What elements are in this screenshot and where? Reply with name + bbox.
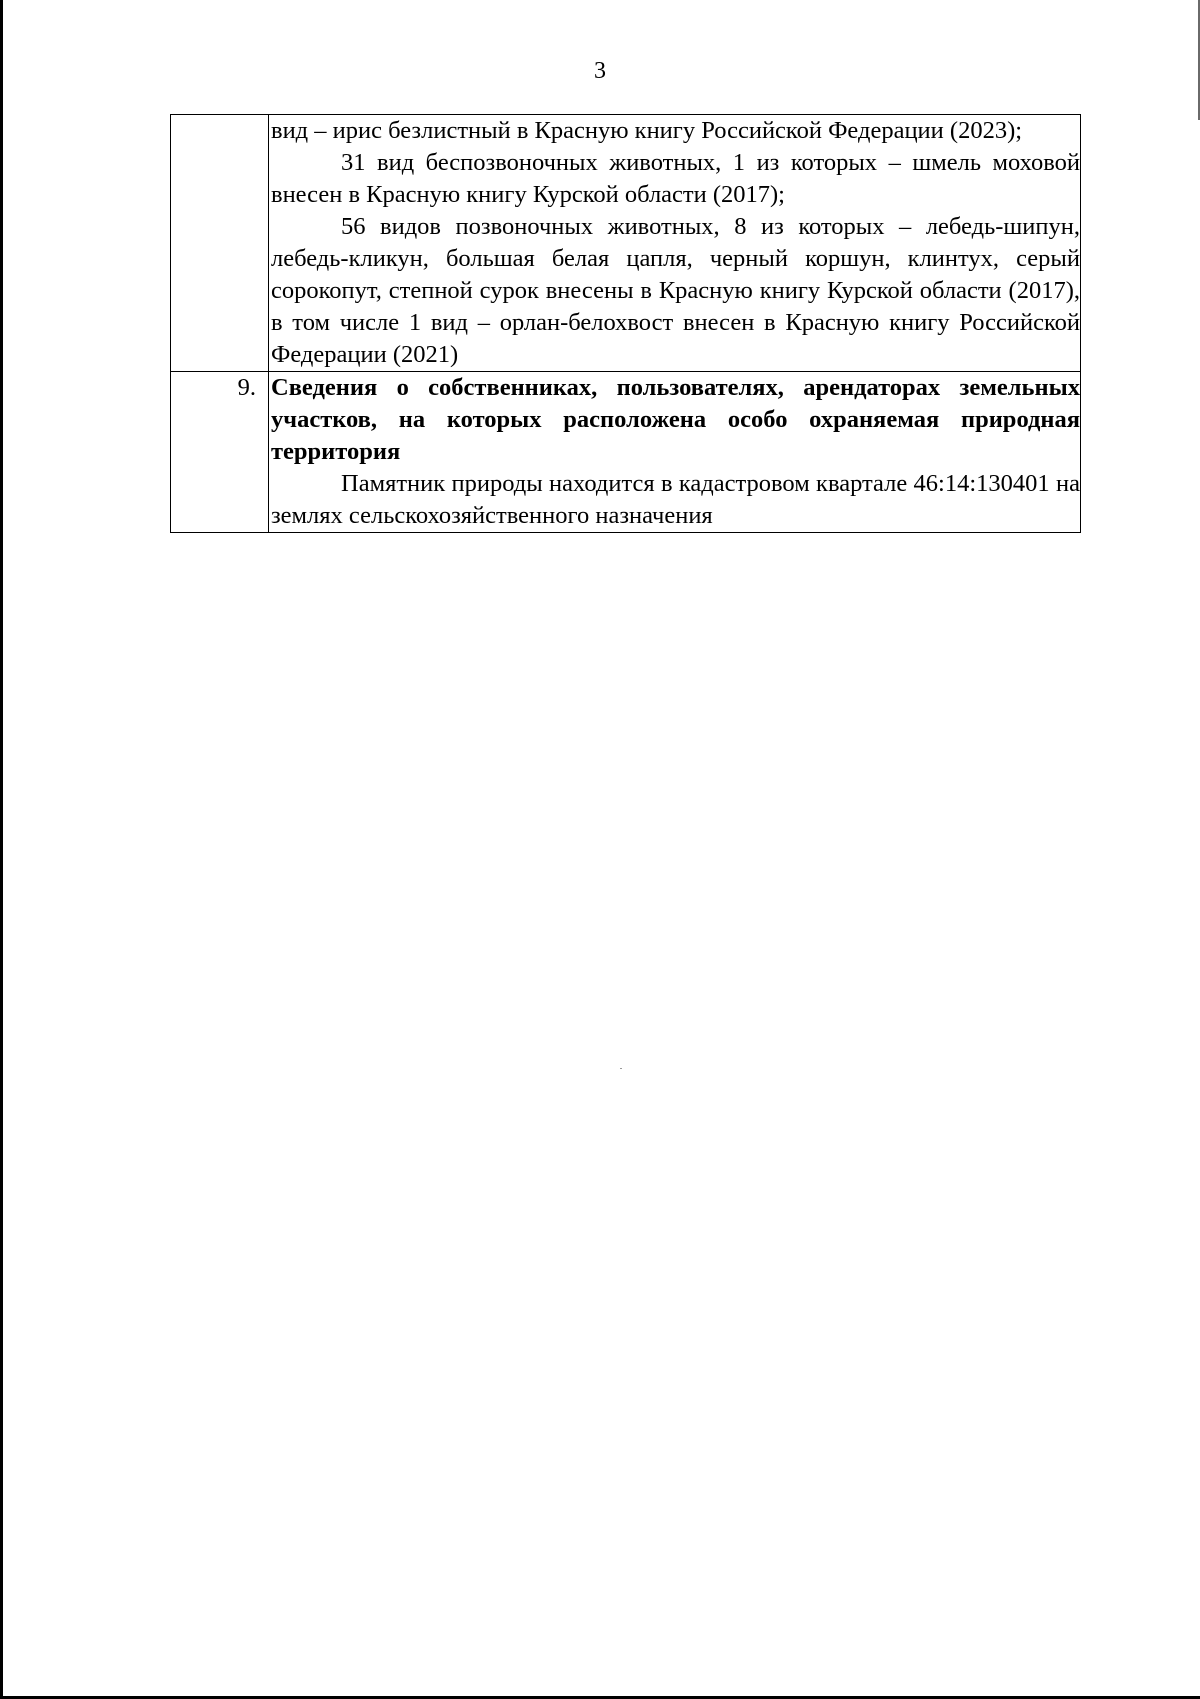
- table-row: [171, 372, 1081, 533]
- page-number: 3: [594, 58, 606, 84]
- paragraph: Памятник природы находится в кадастровом квартале 46:14:130401 на землях сельскохозяйственного назначения: [271, 470, 1080, 529]
- paragraph: 56 видов позвоночных животных, 8 из которых – лебедь-шипун, лебедь-кликун, большая белая цапля, черный коршун, клинтух, серый сорокопут, степной сурок внесены в Красную книгу Курской области (2017), в том числе 1 вид – орлан-белохвост внесен в Красную книгу Российской Федерации (2021): [271, 213, 1080, 368]
- scan-edge-left: [0, 0, 3, 1699]
- row-content-cell: [269, 372, 1081, 533]
- paragraph: вид – ирис безлистный в Красную книгу Российской Федерации (2023);: [271, 117, 1023, 144]
- scan-speck: [620, 1068, 622, 1069]
- table-row: [171, 115, 1081, 372]
- row-number-cell: 9.: [171, 372, 269, 533]
- row-content-cell: [269, 115, 1081, 372]
- paragraph: 31 вид беспозвоночных животных, 1 из которых – шмель моховой внесен в Красную книгу Курской области (2017);: [271, 149, 1080, 208]
- row-number-cell: [171, 115, 269, 372]
- document-table: [170, 114, 1081, 533]
- section-heading: Сведения о собственниках, пользователях, арендаторах земельных участков, на которых расположена особо охраняемая природная территория: [271, 374, 1080, 465]
